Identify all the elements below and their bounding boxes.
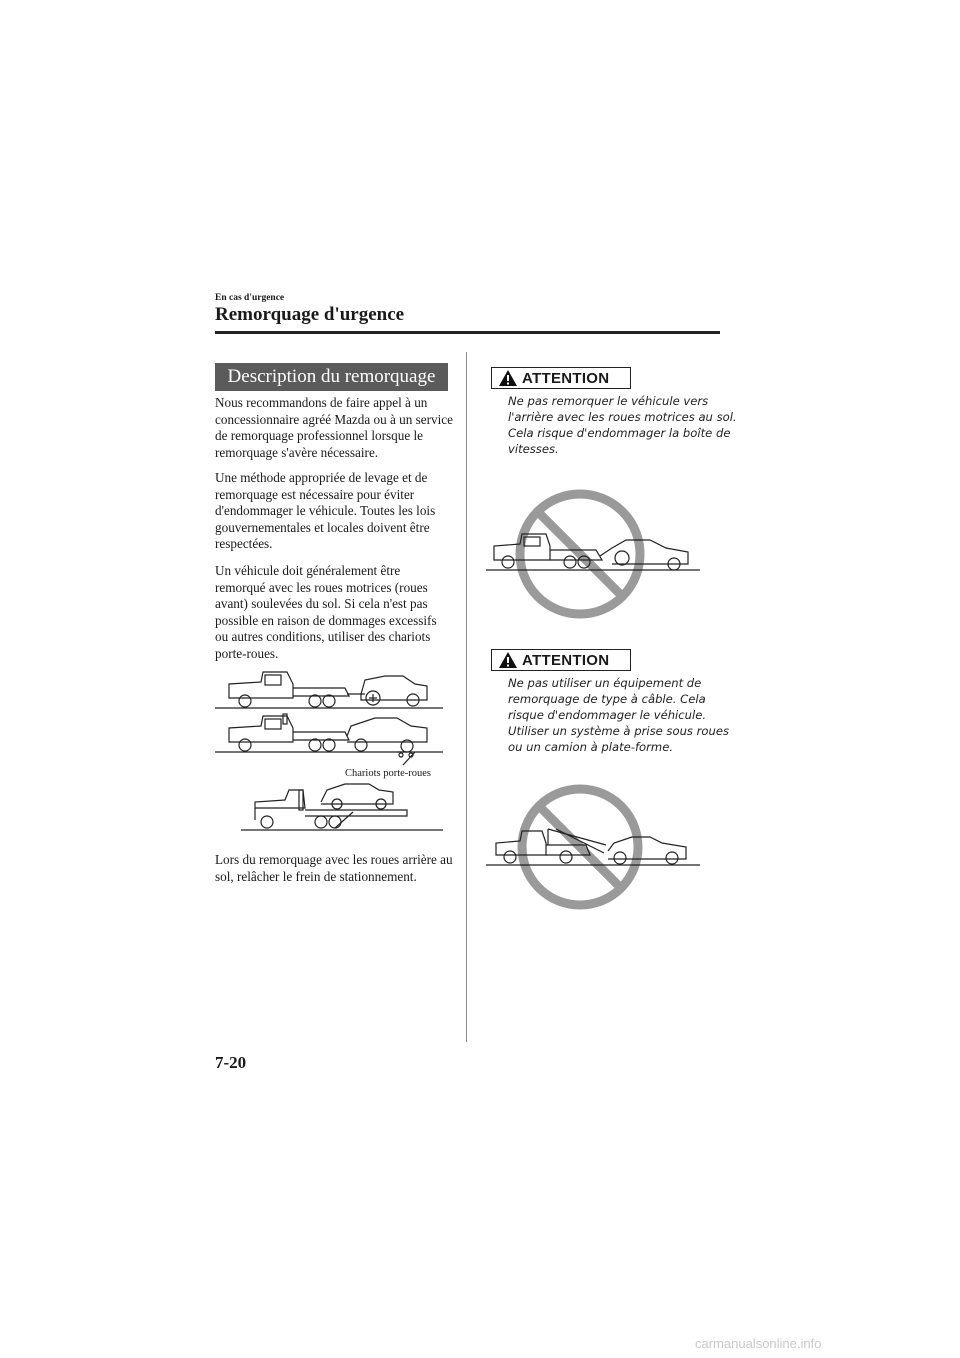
warning-icon	[498, 369, 518, 387]
attention-text-2: Ne pas utiliser un équipement de remorquage de type à câble. Cela risque d'endommager le véhicule. Utiliser un système à prise sous roues ou un camion à plate-forme.	[508, 676, 730, 754]
column-divider	[466, 352, 467, 1042]
attention-label-2	[491, 649, 631, 671]
attention-text-1: Ne pas remorquer le véhicule vers l'arrière avec les roues motrices au sol. Cela risque d'endommager la boîte de vitesses.	[508, 394, 737, 456]
page-title: Remorquage d'urgence	[215, 304, 405, 325]
prohibited-rear-tow-illustration	[486, 490, 702, 620]
illustration-caption: Chariots porte-roues	[345, 768, 432, 779]
watermark: carmanualsonline.info	[695, 1336, 822, 1351]
paragraph-towing-rear: Lors du remorquage avec les roues arrière au sol, relâcher le frein de stationnement.	[215, 852, 453, 884]
warning-icon	[498, 651, 518, 669]
paragraph-1: Nous recommandons de faire appel à un concessionnaire agréé Mazda ou à un service de remorquage professionnel lorsque le remorquage s'avère nécessaire.	[215, 395, 453, 460]
tow-truck-illustration	[215, 660, 445, 835]
paragraph-2: Une méthode appropriée de levage et de remorquage est nécessaire pour éviter d'endommager le véhicule. Toutes les lois gouvernementales et locales doivent être respectées.	[215, 470, 436, 551]
page-number: 7-20	[215, 1053, 247, 1072]
attention-label-text: ATTENTION	[522, 651, 610, 669]
section-label: En cas d'urgence	[215, 293, 285, 303]
paragraph-3: Un véhicule doit généralement être remorqué avec les roues motrices (roues avant) soulevées du sol. Si cela n'est pas possible en raison de dommages excessifs ou autres conditions, utiliser des chariots porte-roues.	[215, 563, 437, 661]
prohibited-cable-tow-illustration	[486, 785, 702, 910]
attention-label-text: ATTENTION	[522, 369, 610, 387]
attention-label-1	[491, 367, 631, 389]
section-heading: Description du remorquage	[215, 363, 448, 391]
title-rule	[215, 331, 720, 334]
